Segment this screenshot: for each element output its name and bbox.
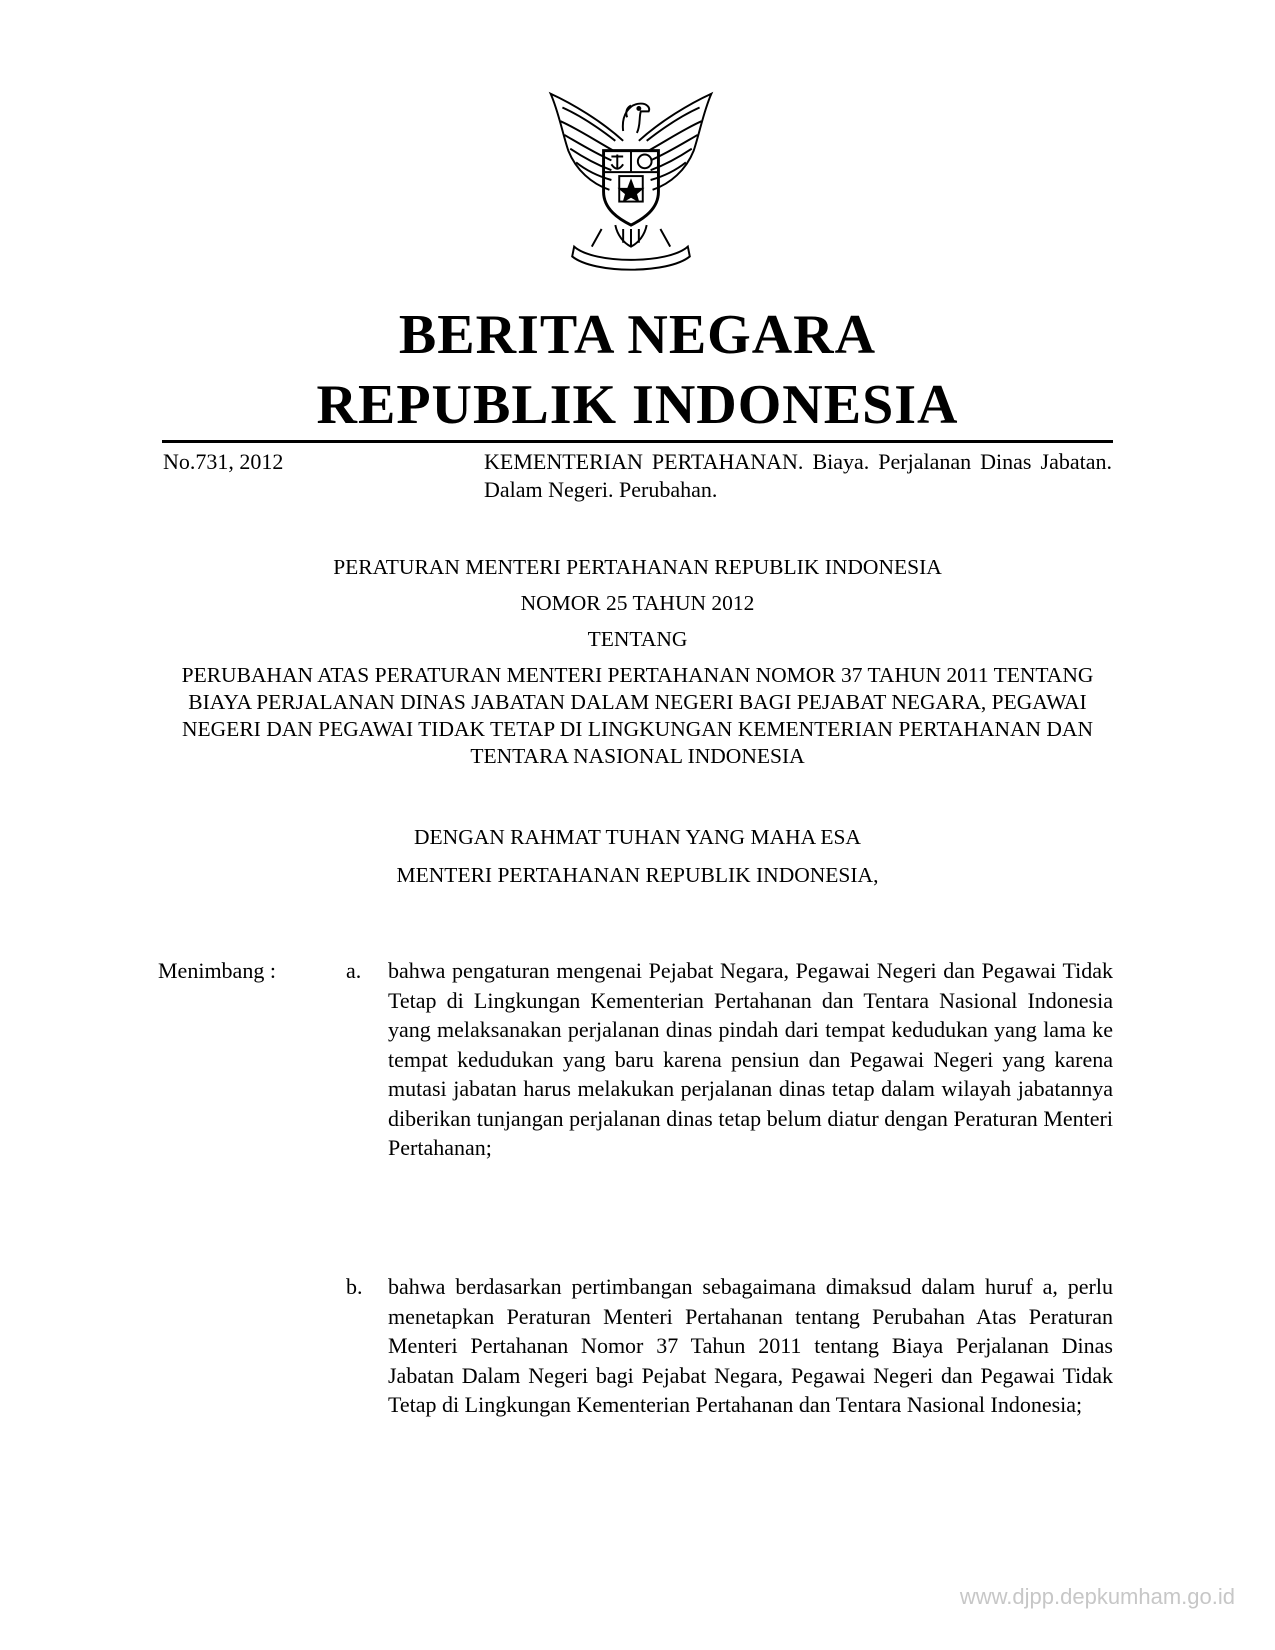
gazette-title-line1: BERITA NEGARA xyxy=(398,304,877,366)
regulation-title: PERATURAN MENTERI PERTAHANAN REPUBLIK INDONESIA xyxy=(333,555,942,579)
item-marker: b. xyxy=(346,1274,363,1299)
invocation: DENGAN RAHMAT TUHAN YANG MAHA ESA xyxy=(414,825,861,849)
header-divider xyxy=(162,440,1113,443)
item-marker: a. xyxy=(346,958,362,983)
regulation-number: NOMOR 25 TAHUN 2012 xyxy=(520,591,755,615)
issuer: MENTERI PERTAHANAN REPUBLIK INDONESIA, xyxy=(396,863,879,887)
considering-item-text: bahwa pengaturan mengenai Pejabat Negara, Pegawai Negeri dan Pegawai Tidak Tetap di Lingkungan Kementerian Pertahanan dan Tentara Nasional Indonesia yang melaksanakan perjalanan dinas pindah dari tempat kedudukan yang lama ke tempat kedudukan yang baru karena pensiun dan Pegawai Negeri yang karena mutasi jabatan harus melakukan perjalanan dinas tetap dalam wilayah jabatannya diberikan tunjangan perjalanan dinas tetap belum diatur dengan Peraturan Menteri Pertahanan; xyxy=(388,958,1113,1160)
regulation-about: TENTANG xyxy=(587,627,688,651)
regulation-subject: PERUBAHAN ATAS PERATURAN MENTERI PERTAHANAN NOMOR 37 TAHUN 2011 TENTANG BIAYA PERJALANAN DINAS JABATAN DALAM NEGERI BAGI PEJABAT NEGARA, PEGAWAI NEGERI DAN PEGAWAI TIDAK TETAP DI LINGKUNGAN KEMENTERIAN PERTAHANAN DAN TENTARA NASIONAL INDONESIA xyxy=(181,663,1094,768)
gazette-title-line2: REPUBLIK INDONESIA xyxy=(316,374,959,436)
considering-item-text: bahwa berdasarkan pertimbangan sebagaimana dimaksud dalam huruf a, perlu menetapkan Peraturan Menteri Pertahanan tentang Perubahan Atas Peraturan Menteri Pertahanan Nomor 37 Tahun 2011 tentang Biaya Perjalanan Dinas Jabatan Dalam Negeri bagi Pejabat Negara, Pegawai Negeri dan Pegawai Tidak Tetap di Lingkungan Kementerian Pertahanan dan Tentara Nasional Indonesia; xyxy=(388,1274,1113,1417)
footer-watermark: www.djpp.depkumham.go.id xyxy=(959,1584,1235,1609)
gazette-subject: KEMENTERIAN PERTAHANAN. Biaya. Perjalanan Dinas Jabatan. Dalam Negeri. Perubahan. xyxy=(484,449,1112,502)
considering-label: Menimbang : xyxy=(158,958,276,983)
gazette-number: No.731, 2012 xyxy=(163,449,284,474)
garuda-emblem-icon xyxy=(533,82,729,278)
